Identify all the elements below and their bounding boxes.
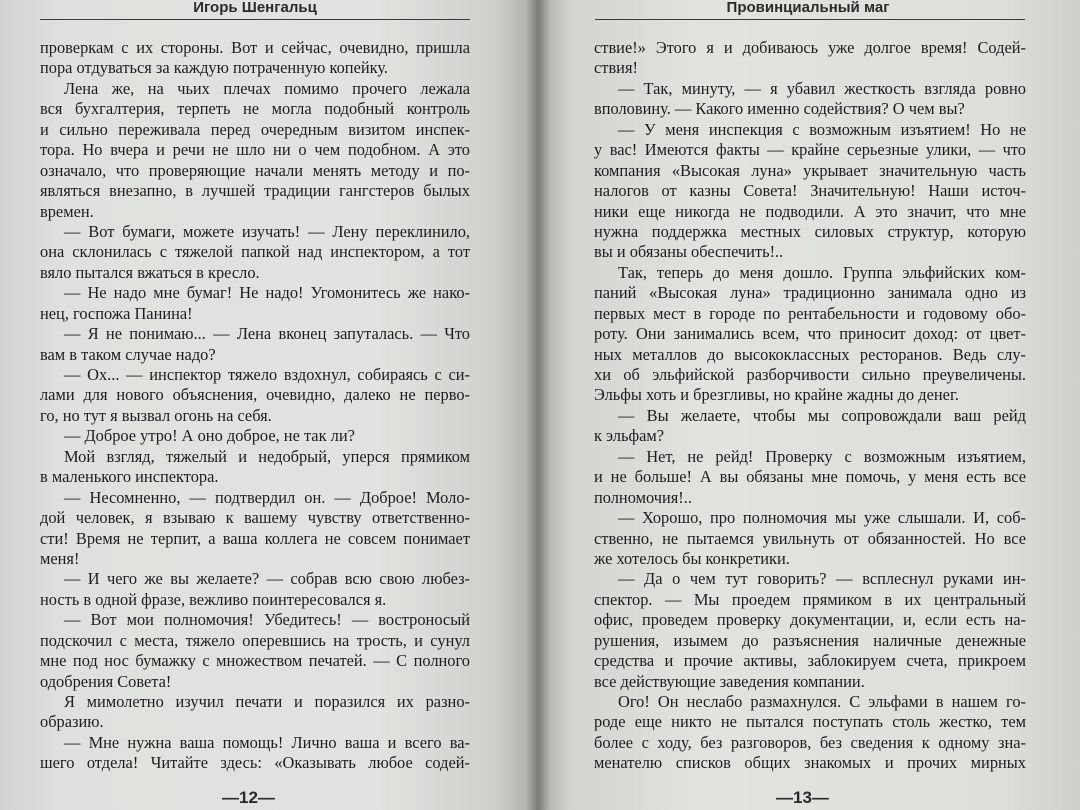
text-line: — Я не понимаю... — Лена вконец запуталась. — Что: [64, 324, 470, 344]
text-line: вяло пытался вжаться в кресло.: [40, 262, 260, 282]
text-line: менателю списков общих знакомых и прочих мирных: [594, 753, 1026, 773]
text-line: более с ходу, без разговоров, без сведения к одному зна-: [594, 732, 1026, 752]
text-line: и не больше! А вы обязаны мне помочь, у меня есть все: [594, 467, 1026, 487]
text-line: меня!: [40, 548, 80, 568]
text-line: вам в таком случае надо?: [40, 344, 216, 364]
text-line: дой человек, я взываю к вашему чувству ответственно-: [40, 508, 470, 528]
text-line: — Ох... — инспектор тяжело вздохнул, собираясь с си-: [64, 365, 470, 384]
text-line: Так, теперь до меня дошло. Группа эльфийских ком-: [618, 262, 1026, 282]
left-page: [0, 0, 538, 810]
text-line: налогов от казны Совета! Значительную! Наши источ-: [594, 181, 1026, 201]
book-gutter-shadow: [526, 0, 550, 810]
text-line: у вас! Имеются факты — крайне серьезные улики, — что: [594, 140, 1026, 160]
running-header-title: Провинциальный маг: [726, 0, 890, 16]
text-line: Мой взгляд, тяжелый и недобрый, уперся прямиком: [64, 446, 470, 466]
text-line: хи об эльфийской разборчивости сильно преувеличены.: [594, 365, 1026, 384]
text-line: означало, что проверяющие начали менять методу и по-: [40, 160, 470, 180]
text-line: же хотелось бы конкретики.: [594, 548, 790, 568]
page-number: —13—: [776, 788, 829, 807]
page-number: —12—: [222, 788, 275, 807]
text-line: нужна поддержка местных силовых структур, которую: [594, 221, 1026, 241]
text-line: являться внезапно, в лучшей традиции гангстеров былых: [40, 181, 470, 201]
text-line: — Вы желаете, чтобы мы сопровождали ваш рейд: [618, 405, 1026, 425]
text-line: ственно, не пытаемся увильнуть от обязанностей. Но все: [594, 528, 1026, 548]
text-line: первых мест в городе по рентабельности и годовому обо-: [594, 303, 1026, 323]
text-line: вполовину. — Какого именно содействия? О чем вы?: [594, 99, 965, 119]
text-line: лами для нового объяснения, очевидно, далеко не перво-: [40, 385, 470, 405]
text-line: времен.: [40, 201, 94, 221]
text-line: го, но тут я вызвал огонь на себя.: [40, 405, 272, 425]
text-line: — Вот бумаги, можете изучать! — Лену переклинило,: [64, 221, 470, 241]
text-line: вся бухгалтерия, терпеть не могла подобный контроль: [40, 99, 470, 119]
text-line: спектор. — Мы проедем прямиком в их центральный: [594, 589, 1026, 609]
text-line: роде еще никто не пытался поступать столь жестко, тем: [594, 712, 1026, 732]
text-line: шего отдела! Читайте здесь: «Оказывать любое содей-: [40, 753, 470, 773]
text-line: — Так, минуту, — я убавил жесткость взгляда ровно: [618, 78, 1026, 98]
text-line: — Несомненно, — подтвердил он. — Доброе! Моло-: [64, 487, 470, 507]
text-line: — И чего же вы желаете? — собрав всю свою любез-: [64, 569, 470, 589]
text-line: — Нет, не рейд! Проверку с возможным изъятием,: [618, 446, 1026, 466]
left-page-body: [40, 38, 470, 774]
text-line: — Вот мои полномочия! Убедитесь! — востроносый: [64, 610, 470, 630]
text-line: паний «Высокая луна» традиционно занимала одно из: [594, 283, 1026, 303]
text-line: — Да о чем тут говорить? — всплеснул руками ин-: [618, 569, 1026, 589]
text-line: мне под нос бумажку с множеством печатей. — С полного: [40, 651, 470, 671]
text-line: роту. Они занимались всем, что приносит доход: от цвет-: [594, 324, 1026, 344]
right-page-body: [594, 38, 1026, 774]
text-line: средства и прочие активы, заблокируем счета, прикроем: [594, 651, 1026, 671]
text-line: ствия!: [594, 58, 638, 78]
text-line: вы и обязаны обеспечить!..: [594, 242, 784, 262]
text-line: — У меня инспекция с возможным изъятием! Но не: [618, 119, 1026, 139]
text-line: нец, госпожа Панина!: [40, 303, 193, 323]
text-line: — Хорошо, про полномочия мы уже слышали. И, соб-: [618, 508, 1026, 528]
text-line: ствие!» Этого я и добиваюсь уже долгое время! Содей-: [594, 38, 1026, 57]
header-rule: [40, 19, 470, 20]
text-line: все действующие заведения компании.: [594, 671, 865, 691]
text-line: офис, проведем проверку документации, и, если есть на-: [594, 610, 1026, 630]
text-line: Я мимолетно изучил печати и поразился их разно-: [64, 692, 470, 711]
text-line: пора отдуваться за каждую потраченную копейку.: [40, 58, 389, 78]
text-line: и сильно переживала перед очередным визитом инспек-: [40, 119, 470, 139]
text-line: ность в одной фразе, вежливо поинтересовался я.: [40, 589, 387, 609]
text-line: Эльфы хоть и брезгливы, но крайне жадны до денег.: [594, 385, 959, 405]
text-line: полномочия!..: [594, 487, 692, 507]
text-line: она склонилась с тяжелой папкой над инспектором, а тот: [40, 242, 470, 262]
text-line: — Не надо мне бумаг! Не надо! Угомонитесь же нако-: [64, 283, 470, 303]
text-line: Лена же, на чьих плечах помимо прочего лежала: [64, 78, 470, 98]
text-line: — Доброе утро! А оно доброе, не так ли?: [64, 426, 355, 446]
text-line: образию.: [40, 712, 104, 732]
text-line: рушения, изымем до разъяснения наличные денежные: [594, 630, 1026, 650]
right-page: [538, 0, 1080, 810]
text-line: сти! Время не терпит, а ваша коллега не совсем понимает: [40, 528, 470, 548]
running-header-author: Игорь Шенгальц: [193, 0, 317, 16]
text-line: проверкам с их стороны. Вот и сейчас, очевидно, пришла: [40, 38, 470, 57]
text-line: подскочил с места, тяжело оперевшись на трость, и сунул: [40, 630, 470, 650]
text-line: тора. Но вчера и речи не шло ни о чем подобном. А это: [40, 140, 470, 160]
text-line: ники еще никогда не подводили. А это значит, что мне: [594, 201, 1026, 221]
text-line: компания «Высокая луна» укрывает значительную часть: [594, 160, 1026, 180]
text-line: Ого! Он неслабо размахнулся. С эльфами в нашем го-: [618, 692, 1026, 711]
text-line: в маленького инспектора.: [40, 467, 219, 487]
header-rule: [595, 19, 1025, 20]
text-line: к эльфам?: [594, 426, 664, 446]
text-line: — Мне нужна ваша помощь! Лично ваша и всего ва-: [64, 732, 470, 752]
text-line: ных металлов до высококлассных ресторанов. Ведь слу-: [594, 344, 1026, 364]
text-line: одобрения Совета!: [40, 671, 172, 691]
